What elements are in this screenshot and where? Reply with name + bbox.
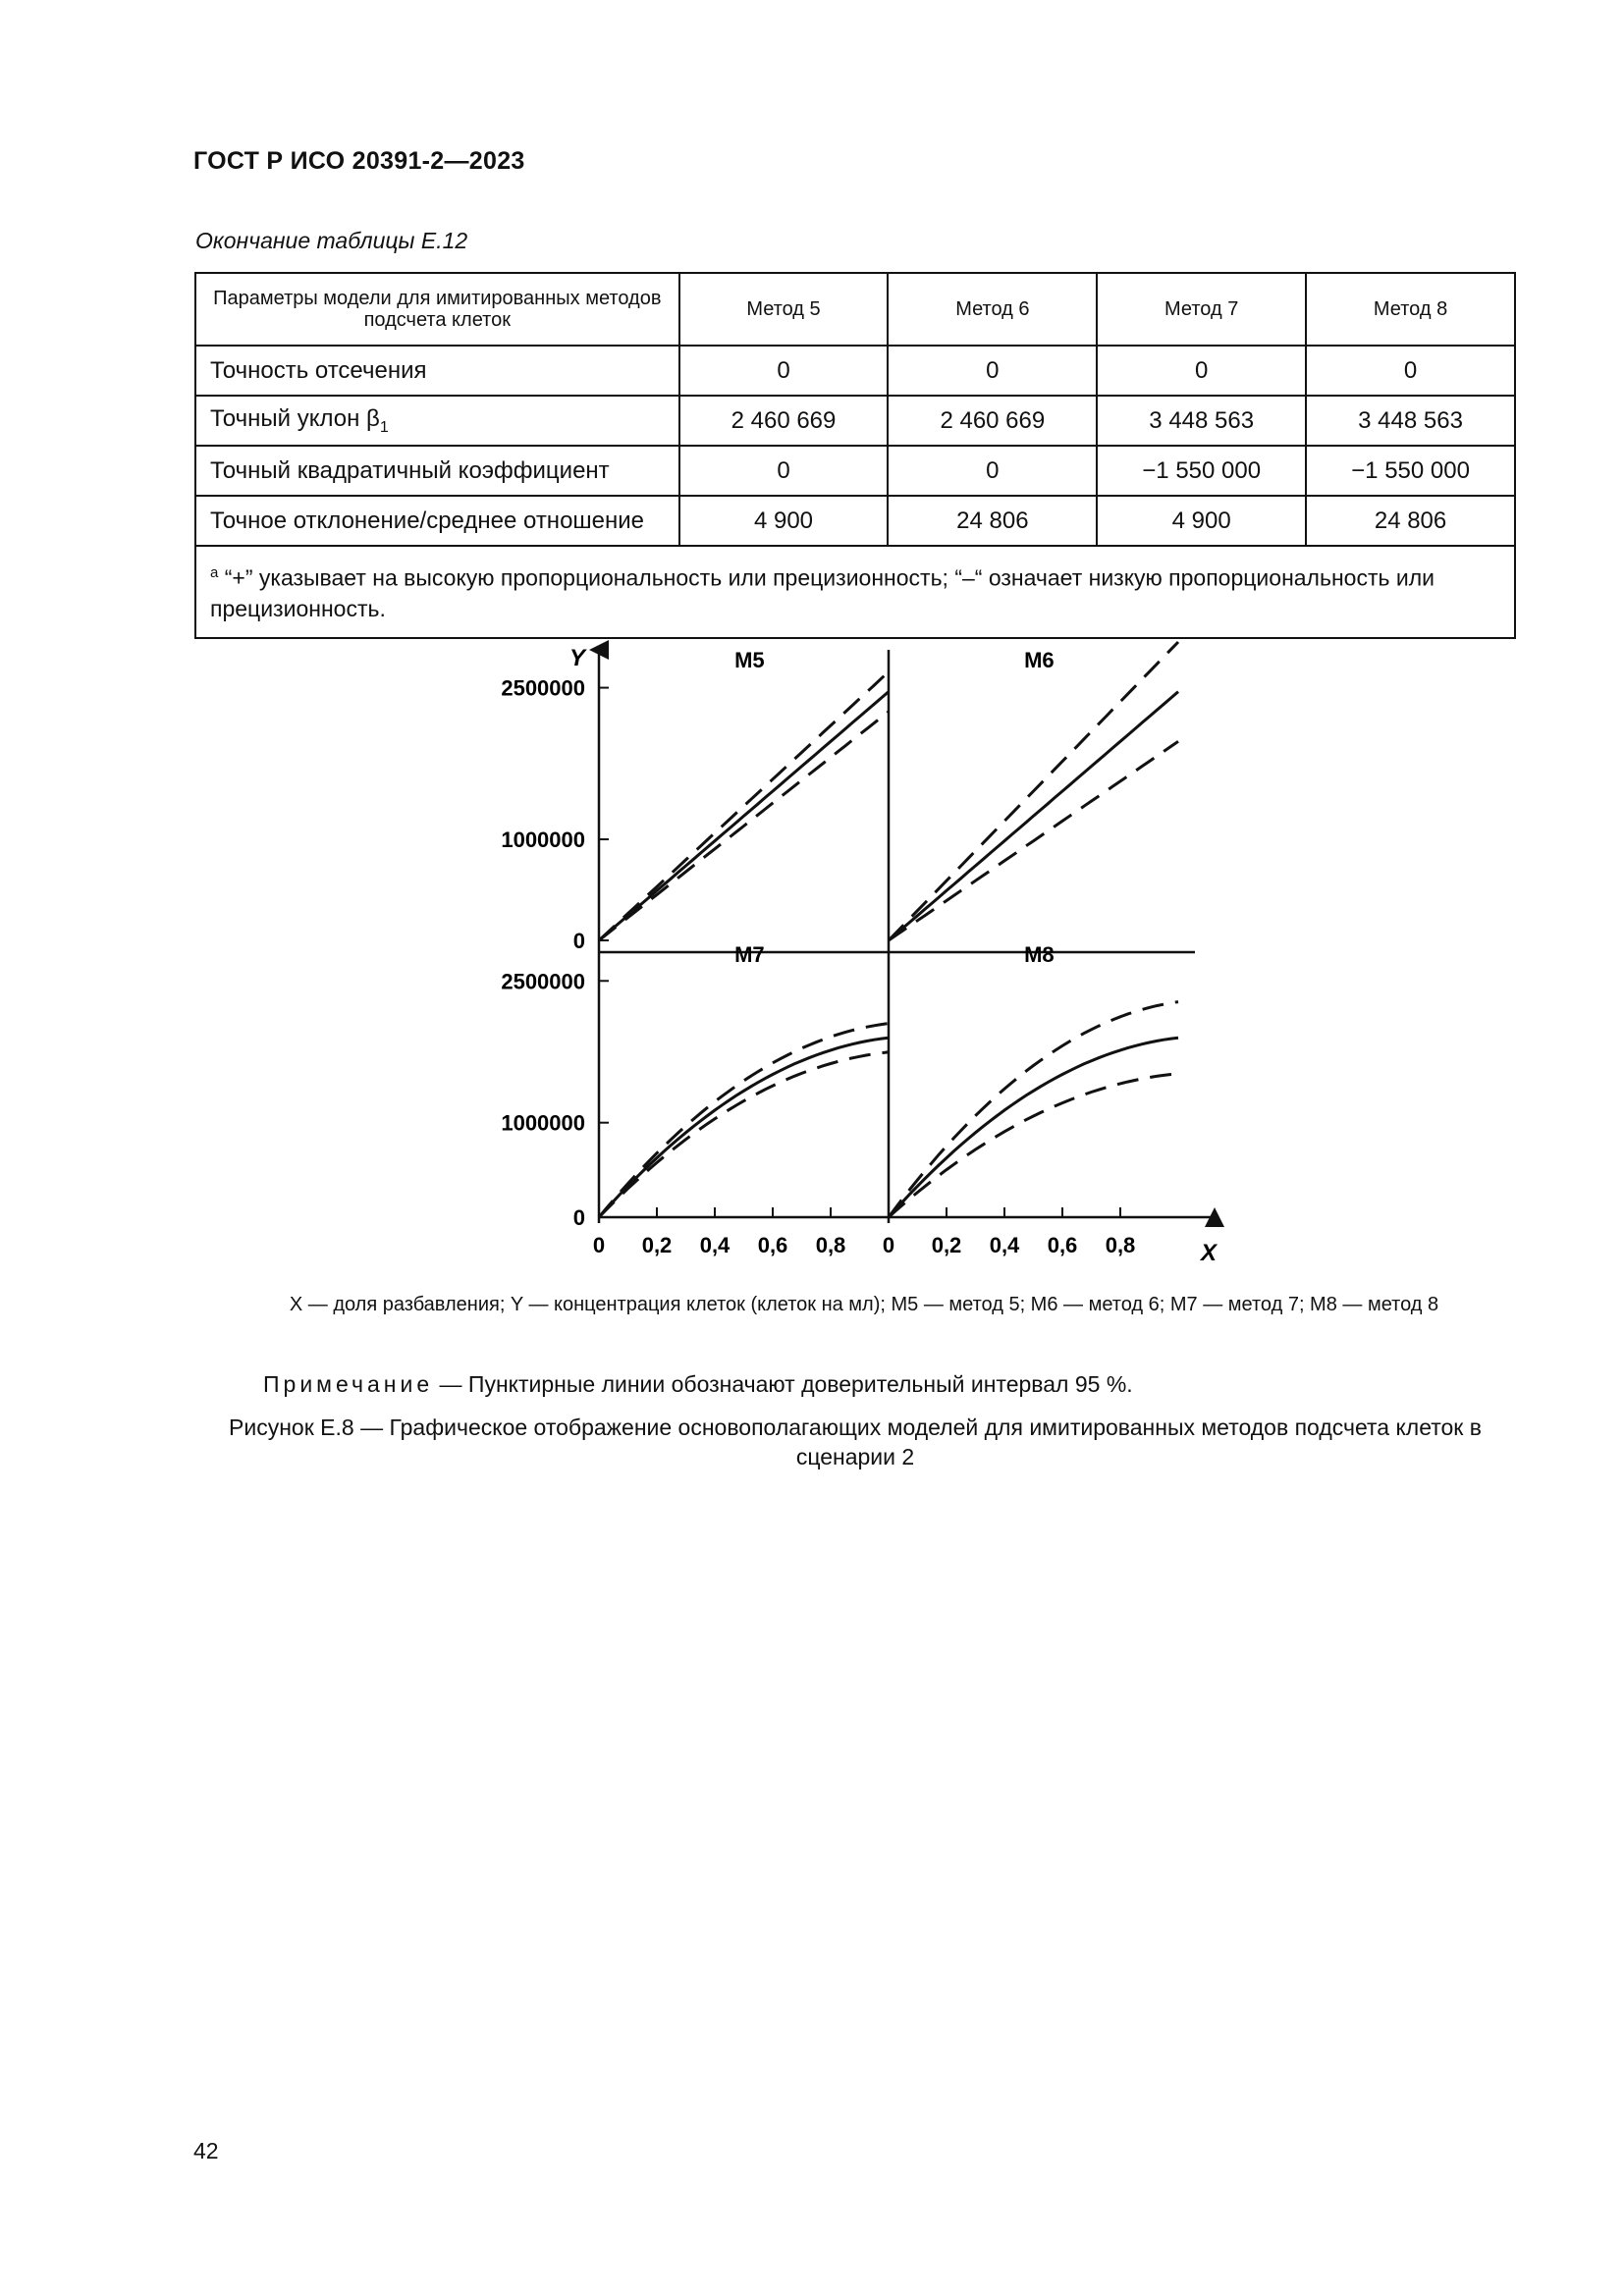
row-label-text: Точность отсечения (210, 356, 427, 384)
row-label-text: Точное отклонение/среднее отношение (210, 507, 645, 534)
y-tick-label: 0 (572, 1205, 585, 1230)
table-row (195, 496, 1515, 546)
table-cell: −1 550 000 (1306, 446, 1515, 496)
document-header: ГОСТ Р ИСО 20391-2—2023 (193, 147, 525, 175)
row-label (195, 346, 679, 396)
figure-chart (471, 638, 1237, 1276)
series-line-m5-lower (599, 712, 889, 940)
panel-title-m6: M6 (1024, 648, 1055, 672)
table-cell: 3 448 563 (1097, 396, 1306, 446)
x-tick-label: 0,2 (641, 1233, 673, 1257)
panel-title-m5: M5 (734, 648, 765, 672)
panel-title-m7: M7 (734, 942, 765, 967)
table-header-row (195, 273, 1515, 346)
table-cell: 0 (1097, 346, 1306, 396)
column-header-method7: Метод 7 (1097, 273, 1306, 346)
x-axis-label: X (1200, 1240, 1218, 1266)
series-line-m5-upper (599, 671, 889, 940)
table-cell: 0 (679, 446, 889, 496)
column-header-params: Параметры модели для имитированных методов подсчета клеток (195, 273, 679, 346)
series-line-m7-upper (599, 1024, 889, 1218)
series-line-m6-mean (889, 692, 1178, 940)
figure-title: Рисунок Е.8 — Графическое отображение основополагающих моделей для имитированных методов подсчета клеток в сценарии 2 (229, 1415, 1482, 1469)
y-axis-label: Y (568, 645, 585, 671)
series-line-m8-lower (889, 1074, 1178, 1217)
x-tick-label: 0,4 (989, 1233, 1020, 1257)
series-line-m8-upper (889, 1002, 1178, 1217)
x-tick-label: 0,4 (699, 1233, 731, 1257)
x-tick-label: 0,2 (931, 1233, 962, 1257)
table-cell: 0 (888, 346, 1097, 396)
row-label (195, 396, 679, 446)
y-tick-label: 2500000 (501, 675, 585, 701)
parameters-table (194, 272, 1516, 639)
note-label: Примечание (263, 1371, 434, 1397)
series-line-m7-lower (599, 1052, 889, 1217)
table-row (195, 446, 1515, 496)
table-cell: 4 900 (679, 496, 889, 546)
column-header-method5: Метод 5 (679, 273, 889, 346)
table-caption: Окончание таблицы Е.12 (195, 228, 468, 253)
column-header-method6: Метод 6 (888, 273, 1097, 346)
x-tick-label: 0,6 (1047, 1233, 1078, 1257)
figure-legend: X — доля разбавления; Y — концентрация клеток (клеток на мл); M5 — метод 5; M6 — метод 6; M7 — метод 7; M8 — метод 8 (289, 1294, 1439, 1315)
table-cell: 0 (888, 446, 1097, 496)
row-label-subscript: 1 (379, 418, 389, 436)
table-cell: 0 (679, 346, 889, 396)
y-tick-label: 0 (572, 929, 585, 953)
table-row (195, 346, 1515, 396)
page-number: 42 (193, 2138, 219, 2163)
table-cell: 4 900 (1097, 496, 1306, 546)
series-line-m5-mean (599, 692, 889, 940)
table-cell: 3 448 563 (1306, 396, 1515, 446)
x-tick-label: 0,8 (1105, 1233, 1136, 1257)
table-cell: −1 550 000 (1097, 446, 1306, 496)
row-label-text: Точный уклон β (210, 404, 380, 432)
x-tick-label: 0,6 (757, 1233, 788, 1257)
table-cell: 2 460 669 (679, 396, 889, 446)
table-row (195, 396, 1515, 446)
table-footnote (195, 546, 1515, 638)
y-tick-label: 1000000 (501, 1110, 585, 1136)
x-tick-label: 0 (592, 1233, 606, 1257)
table-cell: 24 806 (888, 496, 1097, 546)
y-tick-label: 2500000 (501, 969, 585, 994)
table-cell: 24 806 (1306, 496, 1515, 546)
table-footnote-row (195, 546, 1515, 638)
table-cell: 0 (1306, 346, 1515, 396)
column-header-method8: Метод 8 (1306, 273, 1515, 346)
row-label (195, 446, 679, 496)
footnote-text: “+” указывает на высокую пропорциональность или прецизионность; “–“ означает низкую пропорциональность или прецизионность. (210, 564, 1435, 622)
row-label-text: Точный квадратичный коэффициент (210, 456, 610, 484)
x-tick-label: 0 (882, 1233, 895, 1257)
note-text: — Пунктирные линии обозначают доверительный интервал 95 %. (439, 1371, 1133, 1397)
y-tick-label: 1000000 (501, 828, 585, 853)
series-line-m6-lower (889, 741, 1178, 940)
footnote-marker: a (210, 563, 219, 581)
series-line-m7-mean (599, 1038, 889, 1217)
x-tick-label: 0,8 (815, 1233, 846, 1257)
row-label (195, 496, 679, 546)
figure-note (263, 1371, 1133, 1398)
panel-title-m8: M8 (1024, 942, 1055, 967)
table-cell: 2 460 669 (888, 396, 1097, 446)
series-line-m6-upper (889, 642, 1178, 940)
